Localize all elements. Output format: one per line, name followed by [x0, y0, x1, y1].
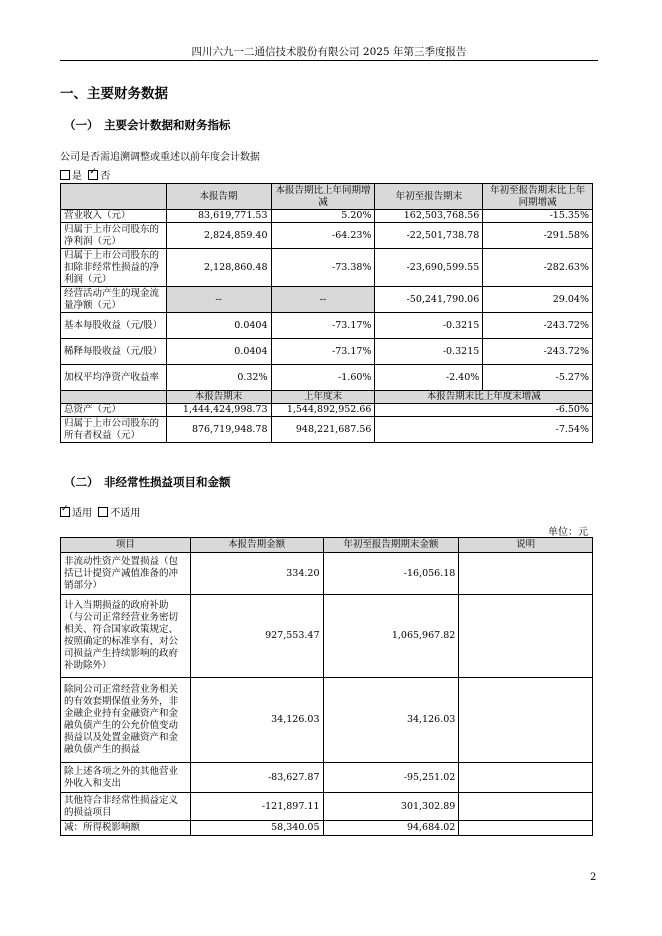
- cell-value: 162,503,768.56: [375, 210, 483, 223]
- cell-value: -0.3215: [375, 339, 483, 365]
- cell-value: -15.35%: [483, 210, 593, 223]
- cell-value: 334.20: [190, 553, 323, 595]
- table-header-row: [61, 184, 593, 210]
- financial-indicators-table: [60, 183, 593, 443]
- cell-value: -64.23%: [271, 223, 375, 249]
- cell-value: 876,719,948.78: [166, 417, 271, 443]
- cell-value: -73.17%: [271, 339, 375, 365]
- cell-value: 2,128,860.48: [166, 249, 271, 287]
- cell-value: -6.50%: [375, 404, 593, 417]
- table-row: [61, 223, 593, 249]
- subsection-title-1: [64, 117, 231, 133]
- cell-value: 94,684.02: [323, 821, 459, 836]
- section-title: 一、主要财务数据: [60, 86, 168, 102]
- restatement-question: 公司是否需追溯调整或重述以前年度会计数据: [60, 152, 260, 163]
- cell-value: -16,056.18: [323, 553, 459, 595]
- cell-value: -73.38%: [271, 249, 375, 287]
- table-row: [61, 793, 593, 821]
- header-cell: 本报告期比上年同期增减: [271, 184, 375, 210]
- cell-value: -243.72%: [483, 339, 593, 365]
- cell-value: -243.72%: [483, 313, 593, 339]
- page-header: 四川六九一二通信技术股份有限公司 2025 年第三季度报告: [191, 46, 467, 58]
- table-subheader-row: [61, 391, 593, 404]
- checkbox-no-checked[interactable]: [88, 170, 98, 180]
- header-cell: 年初至报告期末: [375, 184, 483, 210]
- cell-value: -291.58%: [483, 223, 593, 249]
- cell-value: -23,690,599.55: [375, 249, 483, 287]
- non-recurring-items-table: [60, 537, 593, 836]
- subsection-label: 主要会计数据和财务指标: [104, 118, 231, 132]
- row-label: 稀释每股收益（元/股）: [61, 339, 167, 365]
- applicability-options: [60, 504, 140, 519]
- table-row: [61, 339, 593, 365]
- option-apply-label: 适用: [72, 508, 92, 519]
- cell-value: 1,544,892,952.66: [271, 404, 375, 417]
- row-label: 其他符合非经常性损益定义的损益项目: [61, 793, 191, 821]
- table-row: [61, 678, 593, 763]
- cell-value: --: [271, 287, 375, 313]
- subsection-label: 非经常性损益项目和金额: [104, 475, 231, 489]
- option-no-label: 否: [100, 171, 111, 182]
- row-label: 除同公司正常经营业务相关的有效套期保值业务外，非金融企业持有金融资产和金融负债产生的公允价值变动损益以及处置金融资产和金融负债产生的损益: [61, 678, 191, 763]
- cell-value: 58,340.05: [190, 821, 323, 836]
- cell-value: 927,553.47: [190, 595, 323, 678]
- table-row: [61, 365, 593, 391]
- cell-note: [459, 821, 593, 836]
- cell-value: 0.0404: [166, 313, 271, 339]
- table-row: [61, 553, 593, 595]
- row-label: 总资产（元）: [61, 404, 167, 417]
- cell-value: 2,824,859.40: [166, 223, 271, 249]
- header-cell: 年初至报告期末比上年同期增减: [483, 184, 593, 210]
- cell-note: [459, 763, 593, 793]
- subsection-number: （一）: [64, 118, 99, 132]
- cell-value: -282.63%: [483, 249, 593, 287]
- row-label: 计入当期损益的政府补助（与公司正常经营业务密切相关、符合国家政策规定、按照确定的标准享有、对公司损益产生持续影响的政府补助除外）: [61, 595, 191, 678]
- checkbox-apply-checked[interactable]: [60, 507, 70, 517]
- cell-value: -22,501,738.78: [375, 223, 483, 249]
- checkbox-na[interactable]: [98, 507, 108, 517]
- cell-value: -1.60%: [271, 365, 375, 391]
- subsection-title-2: [64, 474, 231, 490]
- row-label: 营业收入（元）: [61, 210, 167, 223]
- restatement-options: [60, 167, 110, 182]
- table-row: [61, 821, 593, 836]
- cell-value: 5.20%: [271, 210, 375, 223]
- table-header-row: [61, 538, 593, 553]
- header-cell: 说明: [459, 538, 593, 553]
- header-cell: 本报告期: [166, 184, 271, 210]
- unit-label: 单位：元: [548, 527, 588, 538]
- cell-value: -50,241,790.06: [375, 287, 483, 313]
- row-label: 归属于上市公司股东的扣除非经常性损益的净利润（元）: [61, 249, 167, 287]
- cell-value: --: [166, 287, 271, 313]
- table-row: [61, 210, 593, 223]
- header-cell: 项目: [61, 538, 191, 553]
- table-row: [61, 417, 593, 443]
- row-label: 非流动性资产处置损益（包括已计提资产减值准备的冲销部分）: [61, 553, 191, 595]
- cell-value: 1,065,967.82: [323, 595, 459, 678]
- row-label: 基本每股收益（元/股）: [61, 313, 167, 339]
- header-cell: [61, 184, 167, 210]
- cell-value: -2.40%: [375, 365, 483, 391]
- option-na-label: 不适用: [110, 508, 141, 519]
- cell-value: 0.0404: [166, 339, 271, 365]
- row-label: 经营活动产生的现金流量净额（元）: [61, 287, 167, 313]
- cell-value: 34,126.03: [323, 678, 459, 763]
- cell-value: 83,619,771.53: [166, 210, 271, 223]
- table-row: [61, 313, 593, 339]
- cell-value: -83,627.87: [190, 763, 323, 793]
- table-row: [61, 763, 593, 793]
- cell-value: -5.27%: [483, 365, 593, 391]
- cell-note: [459, 595, 593, 678]
- header-cell: 本报告期末比上年度末增减: [375, 391, 593, 404]
- header-cell: 本报告期金额: [190, 538, 323, 553]
- header-cell: 年初至报告期期末金额: [323, 538, 459, 553]
- cell-value: -95,251.02: [323, 763, 459, 793]
- subsection-number: （二）: [64, 475, 99, 489]
- header-cell: [61, 391, 167, 404]
- header-cell: 本报告期末: [166, 391, 271, 404]
- row-label: 归属于上市公司股东的净利润（元）: [61, 223, 167, 249]
- cell-note: [459, 553, 593, 595]
- table-row: [61, 404, 593, 417]
- cell-note: [459, 793, 593, 821]
- cell-value: -73.17%: [271, 313, 375, 339]
- cell-value: 0.32%: [166, 365, 271, 391]
- cell-value: -0.3215: [375, 313, 483, 339]
- row-label: 除上述各项之外的其他营业外收入和支出: [61, 763, 191, 793]
- table-row: [61, 249, 593, 287]
- table-row: [61, 287, 593, 313]
- header-cell: 上年度末: [271, 391, 375, 404]
- cell-note: [459, 678, 593, 763]
- row-label: 归属于上市公司股东的所有者权益（元）: [61, 417, 167, 443]
- row-label: 减：所得税影响额: [61, 821, 191, 836]
- cell-value: 1,444,424,998.73: [166, 404, 271, 417]
- cell-value: 301,302.89: [323, 793, 459, 821]
- row-label: 加权平均净资产收益率: [61, 365, 167, 391]
- cell-value: 34,126.03: [190, 678, 323, 763]
- cell-value: -7.54%: [375, 417, 593, 443]
- header-divider: [60, 60, 598, 61]
- cell-value: 29.04%: [483, 287, 593, 313]
- option-yes-label: 是: [72, 171, 82, 182]
- page-number: 2: [590, 872, 597, 883]
- checkbox-yes[interactable]: [60, 170, 70, 180]
- table-row: [61, 595, 593, 678]
- cell-value: 948,221,687.56: [271, 417, 375, 443]
- cell-value: -121,897.11: [190, 793, 323, 821]
